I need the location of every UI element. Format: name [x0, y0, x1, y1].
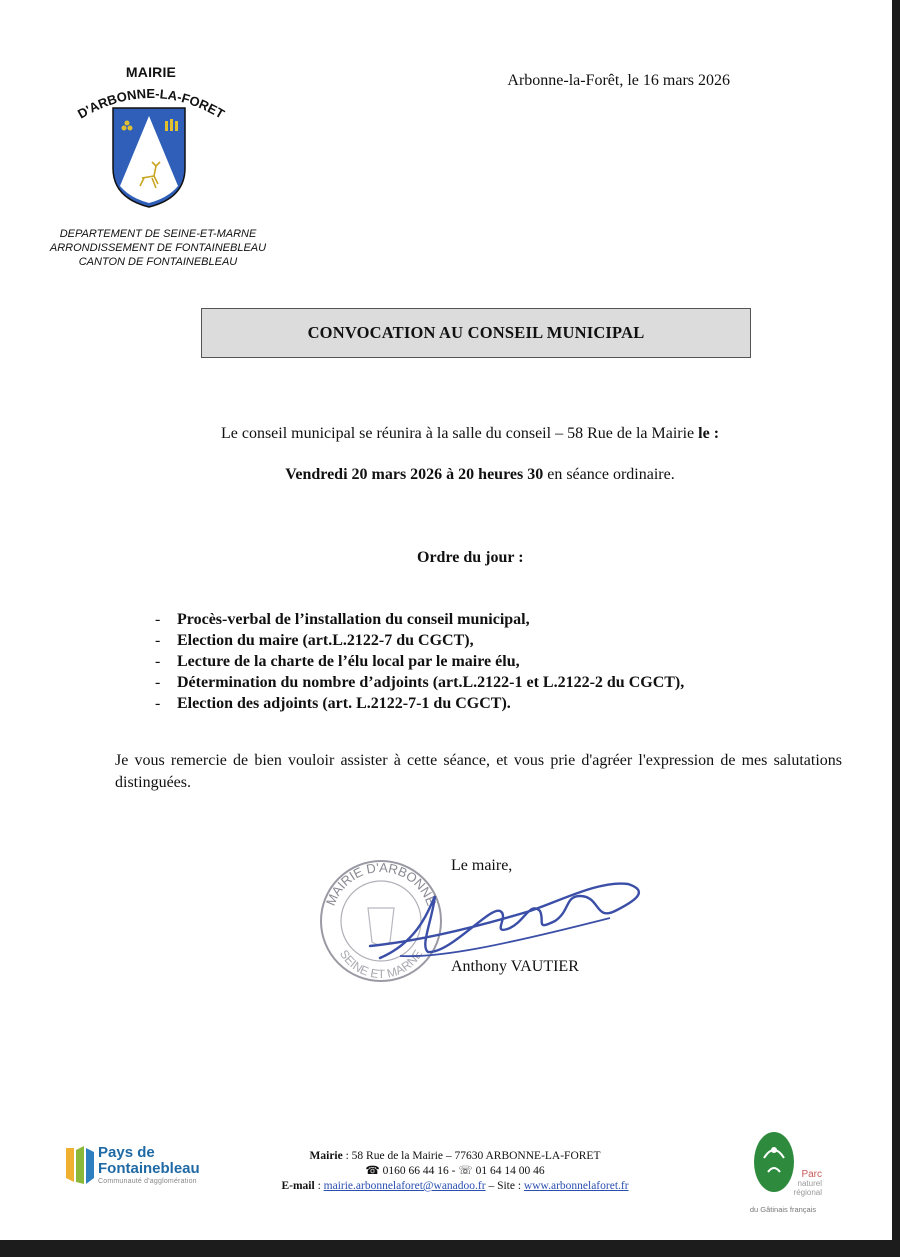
agenda-title: Ordre du jour : — [417, 549, 524, 566]
footer-email-label: E-mail — [281, 1180, 315, 1192]
meeting-date — [100, 466, 860, 484]
agenda-item: - Lecture de la charte de l’élu local par le maire élu, — [155, 651, 684, 672]
footer-web: E-mail : mairie.arbonnelaforet@wanadoo.fr – Site : www.arbonnelaforet.fr — [281, 1180, 629, 1192]
mairie-label: MAIRIE — [125, 64, 177, 80]
pays-logo-sub: Communauté d'agglomération — [98, 1178, 197, 1185]
agenda-item: - Procès-verbal de l’installation du conseil municipal, — [155, 609, 684, 630]
meeting-date-rest: en séance ordinaire. — [543, 466, 675, 483]
canton-line: CANTON DE FONTAINEBLEAU — [78, 256, 238, 268]
pays-fontainebleau-logo-icon — [64, 1144, 96, 1186]
parc-line3: régional — [793, 1188, 822, 1197]
svg-text:D'ARBONNE-LA-FORET: D'ARBONNE-LA-FORET — [74, 85, 228, 122]
parc-logo-text — [770, 1170, 822, 1197]
intro-bold: le : — [698, 425, 720, 442]
agenda-item: - Election des adjoints (art. L.2122-7-1 du CGCT). — [155, 693, 684, 714]
signature-role: Le maire, — [451, 857, 513, 874]
closing-paragraph: Je vous remercie de bien vouloir assister à cette séance, et vous prie d'agréer l'expression de mes salutations distinguées. — [115, 752, 842, 791]
parc-line1: Parc — [801, 1169, 822, 1180]
footer-phone: ☎ 0160 66 44 16 - ☏ 01 64 14 00 46 — [365, 1165, 545, 1177]
pays-logo-line1: Pays de — [98, 1144, 155, 1161]
svg-text:MAIRIE D'ARBONNE: MAIRIE D'ARBONNE — [322, 859, 440, 908]
agenda-item: - Détermination du nombre d’adjoints (art.L.2122-1 et L.2122-2 du CGCT), — [155, 672, 684, 693]
svg-text:SEINE ET MARNE: SEINE ET MARNE — [336, 947, 426, 982]
agenda-list — [155, 609, 684, 714]
footer-site-link[interactable]: www.arbonnelaforet.fr — [523, 1180, 629, 1192]
footer-email-link[interactable]: mairie.arbonnelaforet@wanadoo.fr — [323, 1180, 486, 1192]
pays-logo-line2: Fontainebleau — [98, 1160, 200, 1177]
intro-paragraph — [100, 425, 840, 443]
arrondissement-line: ARRONDISSEMENT DE FONTAINEBLEAU — [49, 242, 267, 254]
dept-line: DEPARTEMENT DE SEINE-ET-MARNE — [59, 228, 257, 240]
document-date: Arbonne-la-Forêt, le 16 mars 2026 — [507, 72, 730, 89]
footer-contact — [270, 1149, 640, 1194]
crest-logo — [110, 106, 188, 210]
signatory-name: Anthony VAUTIER — [451, 958, 579, 975]
intro-text: Le conseil municipal se réunira à la salle du conseil – 58 Rue de la Mairie — [220, 425, 699, 442]
parc-line4: du Gâtinais français — [749, 1205, 817, 1214]
parc-line2: naturel — [797, 1179, 822, 1188]
footer-address — [270, 1149, 640, 1164]
footer-site-label: – Site : — [485, 1180, 524, 1192]
agenda-item: - Election du maire (art.L.2122-7 du CGCT), — [155, 630, 684, 651]
meeting-date-bold: Vendredi 20 mars 2026 à 20 heures 30 — [285, 466, 544, 483]
footer-address-text: : 58 Rue de la Mairie – 77630 ARBONNE-LA-FORET — [342, 1150, 601, 1162]
footer-mairie-label: Mairie — [309, 1150, 343, 1162]
document-title: CONVOCATION AU CONSEIL MUNICIPAL — [201, 308, 751, 358]
